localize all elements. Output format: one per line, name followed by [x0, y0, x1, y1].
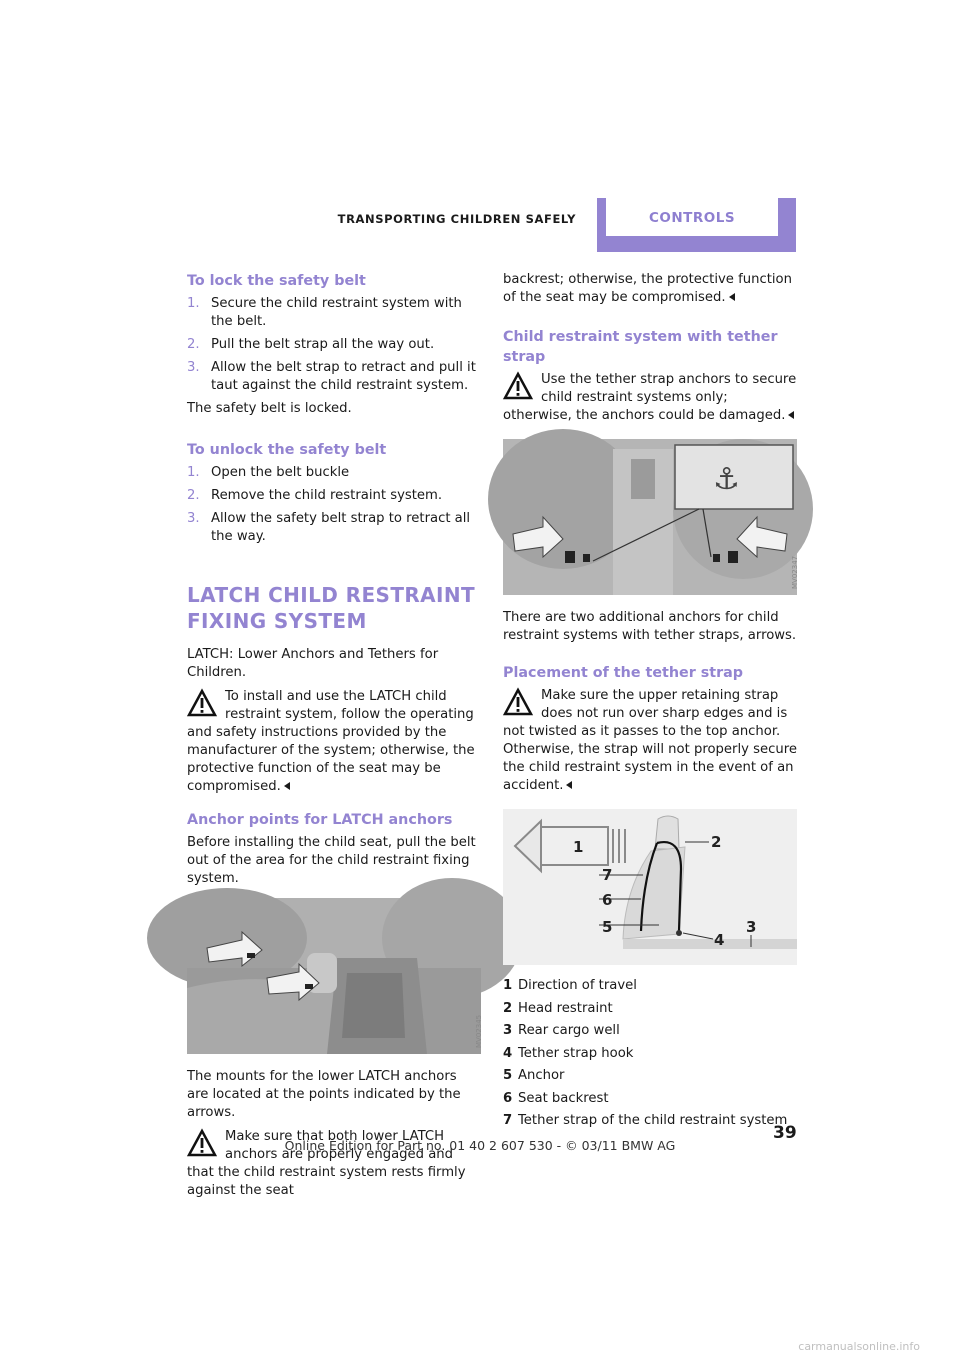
latch-warning: To install and use the LATCH child restraint system, follow the operating and safety instructions provided by the manufacturer of the system; otherwise, the protective function of the seat may be compromised.: [187, 689, 475, 794]
mounts-warning: Make sure that both lower LATCH anchors are properly engaged and that the child restraint system rests firmly against the seat: [187, 1129, 466, 1198]
warning-icon: [503, 688, 533, 716]
warning-icon: [503, 372, 533, 400]
list-item: 3 Rear cargo well: [503, 1023, 620, 1038]
diagram-label-6: 6: [602, 891, 613, 909]
list-item: 3. Allow the safety belt strap to retract all the way.: [187, 511, 471, 544]
diagram-label-7: 7: [602, 866, 613, 884]
anchor-points-heading: Anchor points for LATCH anchors: [187, 812, 453, 828]
tether-heading: Child restraint system with tether strap: [503, 329, 778, 365]
list-item: 3. Allow the belt strap to retract and pull it taut against the child restraint system.: [187, 360, 476, 393]
latch-heading: LATCH CHILD RESTRAINT FIXING SYSTEM: [187, 583, 476, 633]
watermark: carmanualsonline.info: [798, 1340, 920, 1353]
chapter-tab: [597, 198, 796, 252]
list-item: 2. Pull the belt strap all the way out.: [187, 337, 435, 352]
diagram-label-2: 2: [711, 833, 722, 851]
list-item: 5 Anchor: [503, 1068, 565, 1083]
section-title: TRANSPORTING CHILDREN SAFELY: [337, 212, 576, 226]
list-item: 2 Head restraint: [503, 1000, 613, 1016]
mounts-text: The mounts for the lower LATCH anchors are located at the points indicated by the arrows.: [187, 1069, 461, 1120]
svg-text:⚓: ⚓: [713, 462, 740, 497]
anchor-points-text: Before installing the child seat, pull the belt out of the area for the child restraint fixing system.: [187, 835, 476, 886]
list-item: 7 Tether strap of the child restraint system: [503, 1113, 788, 1128]
tether-warning: Use the tether strap anchors to secure child restraint systems only; otherwise, the anchors could be damaged.: [503, 372, 797, 423]
placement-heading: Placement of the tether strap: [503, 665, 744, 681]
list-item: 2. Remove the child restraint system.: [187, 488, 443, 503]
list-item: 1. Secure the child restraint system with the belt.: [187, 296, 462, 329]
photo-code: MV02345: [475, 1014, 483, 1048]
end-mark-icon: [284, 782, 290, 790]
diagram-legend: [503, 977, 797, 1130]
list-item: 6 Seat backrest: [503, 1090, 609, 1106]
tether-strap-diagram: [503, 809, 797, 965]
lock-result-text: The safety belt is locked.: [187, 401, 352, 416]
latch-anchors-photo: [187, 898, 481, 1054]
continued-text: backrest; otherwise, the protective function of the seat may be compromised.: [503, 272, 792, 305]
right-column: [503, 271, 797, 1135]
footer-edition: Online Edition for Part no. 01 40 2 607 530 - © 03/11 BMW AG: [284, 1138, 676, 1153]
diagram-label-4: 4: [714, 931, 725, 949]
anchors-text: There are two additional anchors for child restraint systems with tether straps, arrows.: [503, 610, 797, 643]
list-item: 4 Tether strap hook: [503, 1045, 634, 1061]
photo-code: MV02347: [791, 555, 799, 589]
lock-belt-heading: To lock the safety belt: [187, 273, 366, 289]
list-item: 1 Direction of travel: [503, 978, 637, 993]
unlock-steps-list: [187, 464, 481, 546]
tether-anchors-photo: [503, 439, 797, 595]
chapter-tab-label: CONTROLS: [606, 198, 778, 236]
left-column: [187, 271, 481, 1214]
placement-warning: Make sure the upper retaining strap does not run over sharp edges and is not twisted as it passes to the top anchor. Otherwise, the strap will not properly secure the child restraint system in the event of an accident.: [503, 688, 797, 793]
latch-definition: LATCH: Lower Anchors and Tethers for Children.: [187, 647, 439, 680]
page-number: 39: [773, 1123, 797, 1143]
diagram-label-1: 1: [573, 838, 584, 856]
end-mark-icon: [729, 293, 735, 301]
lock-steps-list: [187, 295, 481, 395]
end-mark-icon: [788, 411, 794, 419]
end-mark-icon: [566, 781, 572, 789]
list-item: 1. Open the belt buckle: [187, 465, 350, 480]
diagram-label-5: 5: [602, 918, 613, 936]
diagram-label-3: 3: [746, 918, 757, 936]
unlock-belt-heading: To unlock the safety belt: [187, 442, 387, 458]
warning-icon: [187, 689, 217, 717]
